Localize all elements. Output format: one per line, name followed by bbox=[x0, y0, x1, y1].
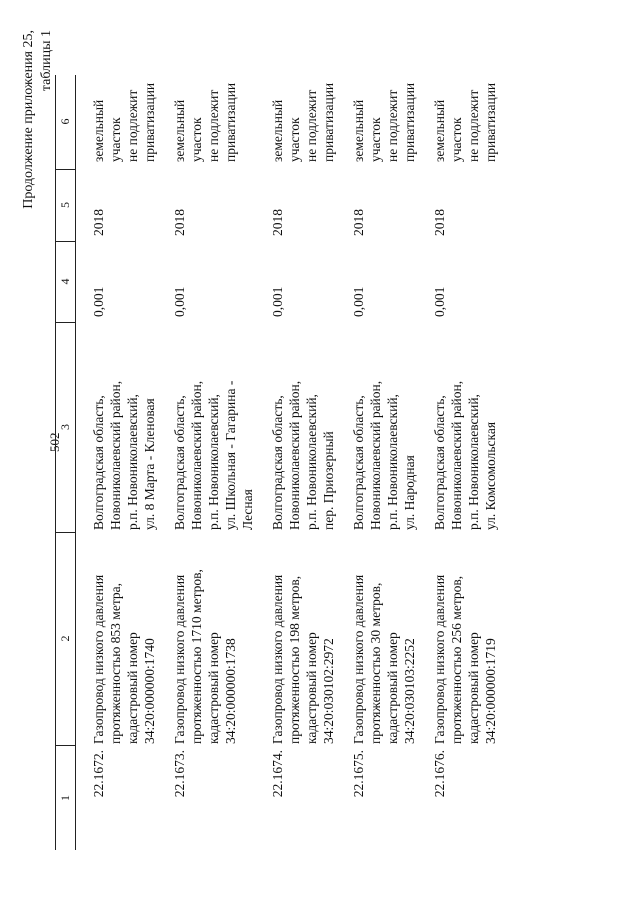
object-address bbox=[171, 350, 256, 530]
address-line: Лесная bbox=[240, 489, 255, 530]
area-value: 0,001 bbox=[172, 286, 187, 317]
object-address bbox=[350, 350, 418, 530]
note-line: земельный участок bbox=[270, 99, 302, 162]
object-address bbox=[90, 350, 158, 530]
description-line: Газопровод низкого давления bbox=[351, 574, 366, 744]
description-line: кадастровый номер bbox=[304, 632, 319, 744]
description-line: 34:20:030102:2972 bbox=[321, 638, 336, 744]
note-line: земельный участок bbox=[172, 99, 204, 162]
description-line: протяженностью 853 метра, bbox=[108, 582, 123, 744]
address-line: р.п. Новониколаевский, bbox=[125, 394, 140, 530]
description-line: Газопровод низкого давления bbox=[432, 574, 447, 744]
note-line: не подлежит bbox=[304, 89, 319, 162]
note-line: приватизации bbox=[142, 82, 157, 162]
address-line: р.п. Новониколаевский, bbox=[304, 394, 319, 530]
column-header-6: 6 bbox=[56, 74, 75, 170]
note-line: не подлежит bbox=[385, 89, 400, 162]
privatization-note bbox=[90, 70, 158, 162]
address-line: ул. Народная bbox=[402, 455, 417, 530]
appendix-note-line: таблицы 1 bbox=[39, 30, 54, 92]
area-value: 0,001 bbox=[351, 286, 366, 317]
row-number: 22.1675. bbox=[351, 750, 366, 798]
year-value: 2018 bbox=[432, 209, 447, 236]
object-description bbox=[90, 534, 158, 744]
privatization-note bbox=[171, 70, 239, 162]
description-line: протяженностью 30 метров, bbox=[368, 582, 383, 744]
address-line: Волгоградская область, bbox=[351, 395, 366, 530]
address-line: ул. 8 Марта - Кленовая bbox=[142, 398, 157, 530]
address-line: ул. Комсомольская bbox=[483, 421, 498, 530]
column-header-5: 5 bbox=[56, 169, 75, 242]
row-number: 22.1673. bbox=[172, 750, 187, 798]
object-description bbox=[350, 534, 418, 744]
row-number: 22.1676. bbox=[432, 750, 447, 798]
column-header-1: 1 bbox=[58, 795, 72, 801]
object-address bbox=[269, 350, 337, 530]
description-line: кадастровый номер bbox=[385, 632, 400, 744]
note-line: земельный участок bbox=[351, 99, 383, 162]
address-line: Новониколаевский район, bbox=[287, 380, 302, 530]
address-line: пер. Приозерный bbox=[321, 431, 336, 530]
column-header-3: 3 bbox=[56, 322, 75, 533]
year-value: 2018 bbox=[270, 209, 285, 236]
description-line: кадастровый номер bbox=[125, 632, 140, 744]
area-value: 0,001 bbox=[270, 286, 285, 317]
note-line: не подлежит bbox=[466, 89, 481, 162]
note-line: земельный участок bbox=[432, 99, 464, 162]
description-line: Газопровод низкого давления bbox=[270, 574, 285, 744]
privatization-note bbox=[269, 70, 337, 162]
note-line: приватизации bbox=[483, 82, 498, 162]
area-value: 0,001 bbox=[432, 286, 447, 317]
note-line: земельный участок bbox=[91, 99, 123, 162]
description-line: протяженностью 256 метров, bbox=[449, 575, 464, 744]
year-value: 2018 bbox=[91, 209, 106, 236]
description-line: протяженностью 1710 метров, bbox=[189, 569, 204, 744]
address-line: Новониколаевский район, bbox=[368, 380, 383, 530]
privatization-note bbox=[350, 70, 418, 162]
address-line: Волгоградская область, bbox=[270, 395, 285, 530]
note-line: не подлежит bbox=[206, 89, 221, 162]
year-value: 2018 bbox=[172, 209, 187, 236]
address-line: р.п. Новониколаевский, bbox=[466, 394, 481, 530]
table-column-number-row bbox=[55, 75, 76, 850]
year-value: 2018 bbox=[351, 209, 366, 236]
note-line: не подлежит bbox=[125, 89, 140, 162]
address-line: Волгоградская область, bbox=[91, 395, 106, 530]
description-line: 34:20:000000:1719 bbox=[483, 638, 498, 744]
note-line: приватизации bbox=[223, 82, 238, 162]
address-line: р.п. Новониколаевский, bbox=[385, 394, 400, 530]
description-line: 34:20:030103:2252 bbox=[402, 638, 417, 744]
area-value: 0,001 bbox=[91, 286, 106, 317]
object-description bbox=[171, 534, 239, 744]
address-line: р.п. Новониколаевский, bbox=[206, 394, 221, 530]
description-line: 34:20:000000:1740 bbox=[142, 638, 157, 744]
row-number: 22.1672. bbox=[91, 750, 106, 798]
description-line: кадастровый номер bbox=[206, 632, 221, 744]
address-line: ул. Школьная - Гагарина - bbox=[223, 380, 238, 530]
column-header-4: 4 bbox=[56, 241, 75, 323]
address-line: Новониколаевский район, bbox=[449, 380, 464, 530]
description-line: Газопровод низкого давления bbox=[91, 574, 106, 744]
address-line: Волгоградская область, bbox=[172, 395, 187, 530]
note-line: приватизации bbox=[402, 82, 417, 162]
appendix-continuation-note bbox=[20, 30, 56, 209]
address-line: Новониколаевский район, bbox=[108, 380, 123, 530]
address-line: Волгоградская область, bbox=[432, 395, 447, 530]
object-address bbox=[431, 350, 499, 530]
column-header-2: 2 bbox=[56, 532, 75, 746]
appendix-note-line: Продолжение приложения 25, bbox=[21, 30, 36, 209]
description-line: Газопровод низкого давления bbox=[172, 574, 187, 744]
description-line: протяженностью 198 метров, bbox=[287, 575, 302, 744]
row-number: 22.1674. bbox=[270, 750, 285, 798]
object-description bbox=[431, 534, 499, 744]
address-line: Новониколаевский район, bbox=[189, 380, 204, 530]
object-description bbox=[269, 534, 337, 744]
description-line: кадастровый номер bbox=[466, 632, 481, 744]
note-line: приватизации bbox=[321, 82, 336, 162]
page-number: 502 bbox=[47, 432, 62, 452]
privatization-note bbox=[431, 70, 499, 162]
description-line: 34:20:000000:1738 bbox=[223, 638, 238, 744]
